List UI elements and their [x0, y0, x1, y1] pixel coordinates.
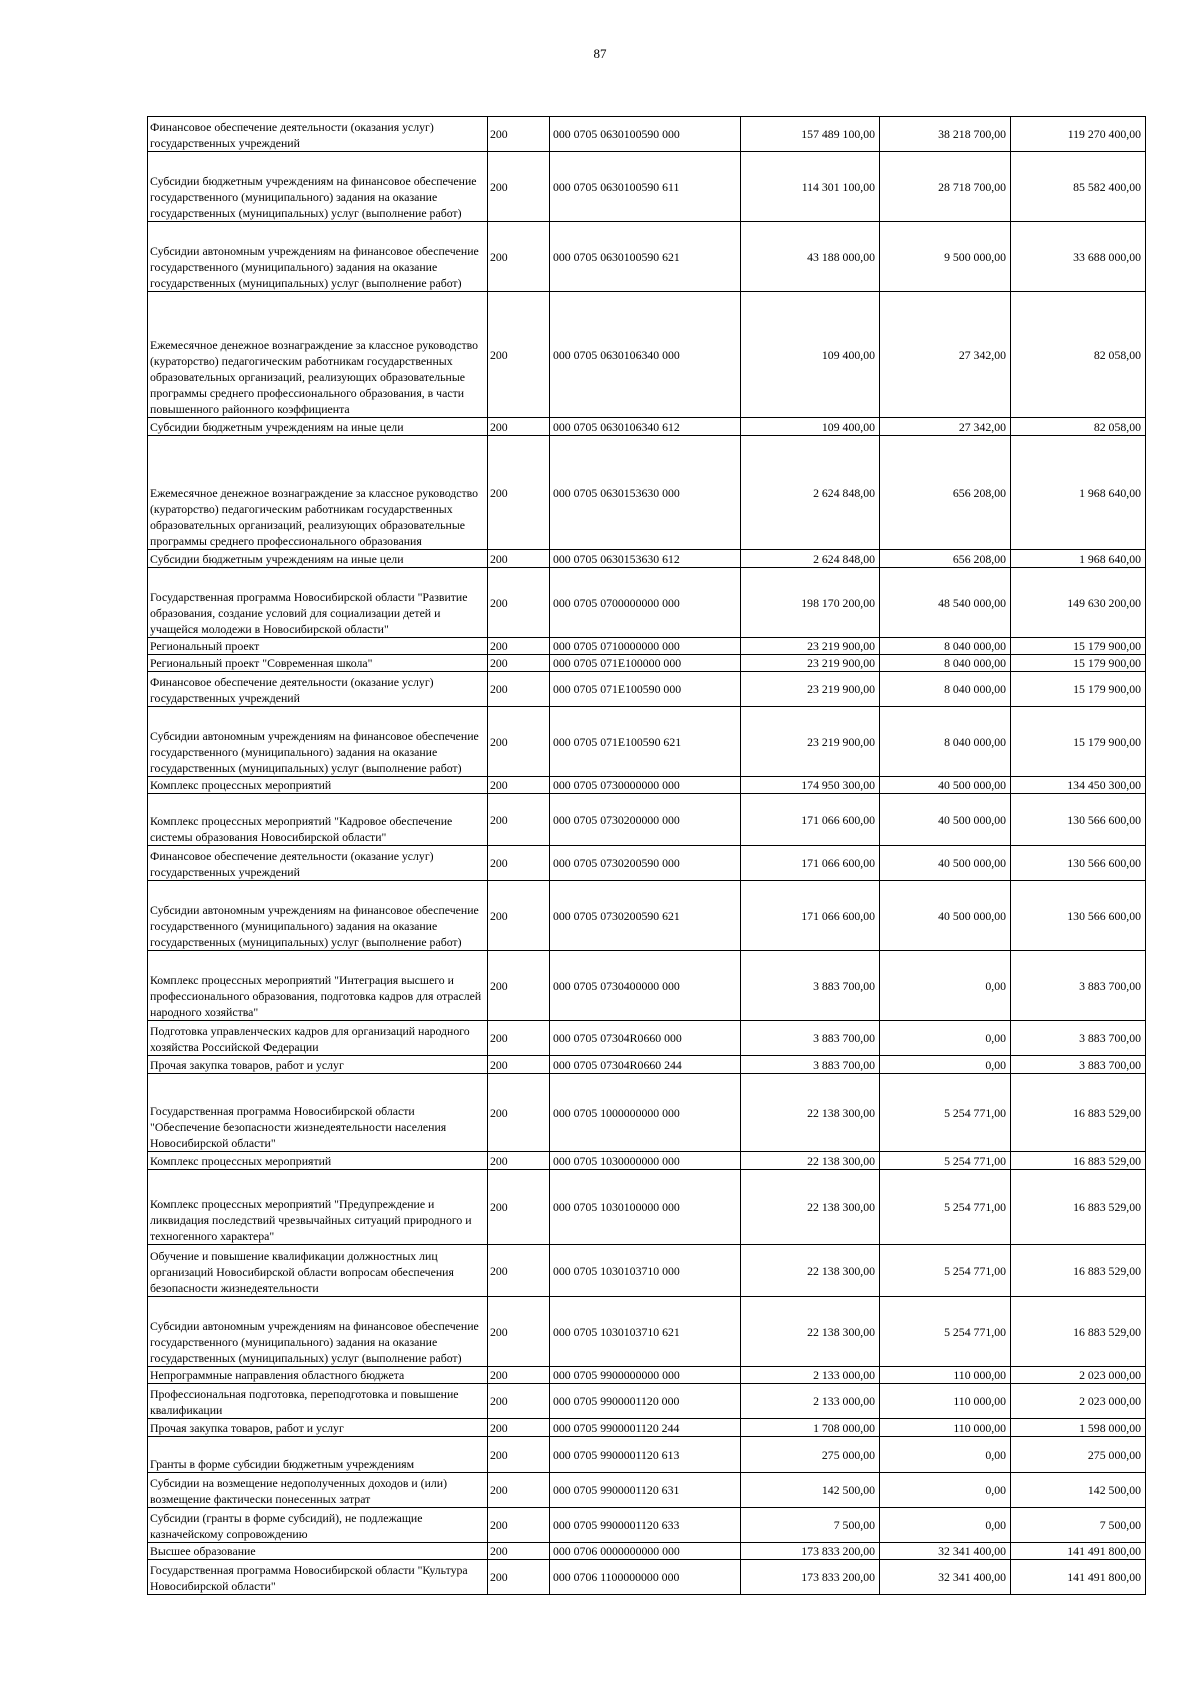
row-remaining-amount: 16 883 529,00	[1011, 1297, 1146, 1367]
row-name: Комплекс процессных мероприятий	[148, 1152, 488, 1170]
row-remaining-amount: 1 968 640,00	[1011, 550, 1146, 568]
row-executed-amount: 32 341 400,00	[880, 1560, 1011, 1595]
row-executed-amount: 110 000,00	[880, 1367, 1011, 1384]
table-row	[148, 846, 1146, 881]
row-executed-amount: 5 254 771,00	[880, 1297, 1011, 1367]
table-row	[148, 1437, 1146, 1473]
row-name: Субсидии (гранты в форме субсидий), не подлежащие казначейскому сопровождению	[148, 1508, 488, 1543]
row-executed-amount: 0,00	[880, 1473, 1011, 1508]
row-executed-amount: 656 208,00	[880, 436, 1011, 550]
row-admin-code: 200	[488, 881, 550, 951]
row-budget-code: 000 0705 071E100000 000	[550, 655, 741, 672]
table-row	[148, 1170, 1146, 1245]
row-admin-code: 200	[488, 707, 550, 777]
row-admin-code: 200	[488, 1543, 550, 1560]
row-approved-amount: 198 170 200,00	[741, 568, 880, 638]
row-executed-amount: 40 500 000,00	[880, 794, 1011, 846]
row-approved-amount: 23 219 900,00	[741, 707, 880, 777]
row-executed-amount: 0,00	[880, 1508, 1011, 1543]
row-admin-code: 200	[488, 655, 550, 672]
row-remaining-amount: 142 500,00	[1011, 1473, 1146, 1508]
row-executed-amount: 8 040 000,00	[880, 707, 1011, 777]
row-name: Региональный проект	[148, 638, 488, 655]
table-row	[148, 1384, 1146, 1419]
row-admin-code: 200	[488, 638, 550, 655]
row-approved-amount: 23 219 900,00	[741, 638, 880, 655]
row-budget-code: 000 0705 1030103710 621	[550, 1297, 741, 1367]
table-row	[148, 1021, 1146, 1056]
row-name: Непрограммные направления областного бюджета	[148, 1367, 488, 1384]
row-remaining-amount: 15 179 900,00	[1011, 655, 1146, 672]
row-name: Ежемесячное денежное вознаграждение за классное руководство (кураторство) педагогическим работникам государственных образовательных организаций, реализующих образовательные программы среднего профессионального образования, в части повышенного районного коэффициента	[148, 292, 488, 418]
row-budget-code: 000 0705 9900001120 633	[550, 1508, 741, 1543]
row-budget-code: 000 0705 071E100590 621	[550, 707, 741, 777]
table-row	[148, 1508, 1146, 1543]
table-row	[148, 117, 1146, 152]
row-name: Гранты в форме субсидии бюджетным учреждениям	[148, 1437, 488, 1473]
row-budget-code: 000 0705 0630106340 000	[550, 292, 741, 418]
row-name: Обучение и повышение квалификации должностных лиц организаций Новосибирской области вопросам обеспечения безопасности жизнедеятельности	[148, 1245, 488, 1297]
row-admin-code: 200	[488, 1021, 550, 1056]
row-approved-amount: 2 624 848,00	[741, 550, 880, 568]
row-approved-amount: 171 066 600,00	[741, 846, 880, 881]
row-approved-amount: 2 133 000,00	[741, 1367, 880, 1384]
row-name: Комплекс процессных мероприятий "Кадровое обеспечение системы образования Новосибирской области"	[148, 794, 488, 846]
table-row	[148, 655, 1146, 672]
row-name: Прочая закупка товаров, работ и услуг	[148, 1056, 488, 1074]
row-approved-amount: 22 138 300,00	[741, 1297, 880, 1367]
table-row	[148, 568, 1146, 638]
row-approved-amount: 171 066 600,00	[741, 794, 880, 846]
row-remaining-amount: 3 883 700,00	[1011, 951, 1146, 1021]
row-remaining-amount: 16 883 529,00	[1011, 1245, 1146, 1297]
row-budget-code: 000 0705 0630153630 000	[550, 436, 741, 550]
table-row	[148, 1074, 1146, 1152]
table-row	[148, 550, 1146, 568]
row-admin-code: 200	[488, 951, 550, 1021]
row-remaining-amount: 85 582 400,00	[1011, 152, 1146, 222]
row-remaining-amount: 141 491 800,00	[1011, 1560, 1146, 1595]
row-budget-code: 000 0705 0630106340 612	[550, 418, 741, 436]
table-row	[148, 1473, 1146, 1508]
row-name: Региональный проект "Современная школа"	[148, 655, 488, 672]
row-remaining-amount: 3 883 700,00	[1011, 1056, 1146, 1074]
row-admin-code: 200	[488, 1056, 550, 1074]
row-remaining-amount: 141 491 800,00	[1011, 1543, 1146, 1560]
row-approved-amount: 7 500,00	[741, 1508, 880, 1543]
row-remaining-amount: 16 883 529,00	[1011, 1152, 1146, 1170]
row-name: Подготовка управленческих кадров для организаций народного хозяйства Российской Федерации	[148, 1021, 488, 1056]
row-name: Государственная программа Новосибирской области "Развитие образования, создание условий для социализации детей и учащейся молодежи в Новосибирской области"	[148, 568, 488, 638]
row-executed-amount: 656 208,00	[880, 550, 1011, 568]
row-name: Комплекс процессных мероприятий "Интеграция высшего и профессионального образования, подготовка кадров для отраслей народного хозяйства"	[148, 951, 488, 1021]
row-budget-code: 000 0705 07304R0660 244	[550, 1056, 741, 1074]
table-row	[148, 707, 1146, 777]
row-remaining-amount: 119 270 400,00	[1011, 117, 1146, 152]
row-name: Субсидии бюджетным учреждениям на иные цели	[148, 418, 488, 436]
row-executed-amount: 110 000,00	[880, 1419, 1011, 1437]
row-approved-amount: 43 188 000,00	[741, 222, 880, 292]
row-budget-code: 000 0705 071E100590 000	[550, 672, 741, 707]
row-executed-amount: 5 254 771,00	[880, 1074, 1011, 1152]
row-remaining-amount: 2 023 000,00	[1011, 1367, 1146, 1384]
row-admin-code: 200	[488, 1437, 550, 1473]
row-budget-code: 000 0706 1100000000 000	[550, 1560, 741, 1595]
row-approved-amount: 1 708 000,00	[741, 1419, 880, 1437]
row-approved-amount: 2 133 000,00	[741, 1384, 880, 1419]
row-remaining-amount: 82 058,00	[1011, 418, 1146, 436]
row-name: Высшее образование	[148, 1543, 488, 1560]
row-budget-code: 000 0705 9900000000 000	[550, 1367, 741, 1384]
row-remaining-amount: 7 500,00	[1011, 1508, 1146, 1543]
row-remaining-amount: 3 883 700,00	[1011, 1021, 1146, 1056]
row-admin-code: 200	[488, 846, 550, 881]
row-executed-amount: 40 500 000,00	[880, 881, 1011, 951]
row-name: Комплекс процессных мероприятий	[148, 777, 488, 794]
row-remaining-amount: 134 450 300,00	[1011, 777, 1146, 794]
row-approved-amount: 22 138 300,00	[741, 1245, 880, 1297]
row-remaining-amount: 16 883 529,00	[1011, 1170, 1146, 1245]
budget-execution-table	[147, 116, 1146, 1595]
row-name: Профессиональная подготовка, переподготовка и повышение квалификации	[148, 1384, 488, 1419]
table-row	[148, 436, 1146, 550]
row-budget-code: 000 0705 9900001120 244	[550, 1419, 741, 1437]
row-approved-amount: 174 950 300,00	[741, 777, 880, 794]
table-row	[148, 152, 1146, 222]
row-budget-code: 000 0705 0630153630 612	[550, 550, 741, 568]
row-budget-code: 000 0705 1000000000 000	[550, 1074, 741, 1152]
row-admin-code: 200	[488, 794, 550, 846]
row-approved-amount: 3 883 700,00	[741, 1021, 880, 1056]
row-approved-amount: 2 624 848,00	[741, 436, 880, 550]
row-name: Ежемесячное денежное вознаграждение за классное руководство (кураторство) педагогическим работникам государственных образовательных организаций, реализующих образовательные программы среднего профессионального образования	[148, 436, 488, 550]
row-admin-code: 200	[488, 1074, 550, 1152]
row-remaining-amount: 15 179 900,00	[1011, 638, 1146, 655]
table-row	[148, 794, 1146, 846]
row-budget-code: 000 0705 1030103710 000	[550, 1245, 741, 1297]
row-admin-code: 200	[488, 1384, 550, 1419]
row-admin-code: 200	[488, 672, 550, 707]
table-row	[148, 951, 1146, 1021]
row-name: Финансовое обеспечение деятельности (оказания услуг) государственных учреждений	[148, 117, 488, 152]
row-executed-amount: 38 218 700,00	[880, 117, 1011, 152]
row-executed-amount: 0,00	[880, 951, 1011, 1021]
row-approved-amount: 275 000,00	[741, 1437, 880, 1473]
row-name: Субсидии автономным учреждениям на финансовое обеспечение государственного (муниципального) задания на оказание государственных (муниципальных) услуг (выполнение работ)	[148, 222, 488, 292]
row-name: Финансовое обеспечение деятельности (оказание услуг) государственных учреждений	[148, 672, 488, 707]
row-budget-code: 000 0705 0730200000 000	[550, 794, 741, 846]
table-row	[148, 1056, 1146, 1074]
row-budget-code: 000 0705 0630100590 000	[550, 117, 741, 152]
row-name: Финансовое обеспечение деятельности (оказание услуг) государственных учреждений	[148, 846, 488, 881]
row-budget-code: 000 0706 0000000000 000	[550, 1543, 741, 1560]
row-budget-code: 000 0705 9900001120 000	[550, 1384, 741, 1419]
row-admin-code: 200	[488, 117, 550, 152]
row-budget-code: 000 0705 9900001120 631	[550, 1473, 741, 1508]
row-approved-amount: 109 400,00	[741, 292, 880, 418]
row-name: Прочая закупка товаров, работ и услуг	[148, 1419, 488, 1437]
row-remaining-amount: 130 566 600,00	[1011, 881, 1146, 951]
row-approved-amount: 157 489 100,00	[741, 117, 880, 152]
row-executed-amount: 8 040 000,00	[880, 655, 1011, 672]
row-budget-code: 000 0705 1030100000 000	[550, 1170, 741, 1245]
row-approved-amount: 22 138 300,00	[741, 1152, 880, 1170]
row-executed-amount: 110 000,00	[880, 1384, 1011, 1419]
table-body	[148, 117, 1146, 1595]
table-row	[148, 222, 1146, 292]
row-admin-code: 200	[488, 1245, 550, 1297]
row-admin-code: 200	[488, 1508, 550, 1543]
row-budget-code: 000 0705 0730400000 000	[550, 951, 741, 1021]
row-budget-code: 000 0705 0630100590 611	[550, 152, 741, 222]
row-executed-amount: 40 500 000,00	[880, 777, 1011, 794]
row-executed-amount: 28 718 700,00	[880, 152, 1011, 222]
row-budget-code: 000 0705 0730200590 000	[550, 846, 741, 881]
table-row	[148, 1152, 1146, 1170]
row-admin-code: 200	[488, 777, 550, 794]
row-remaining-amount: 1 598 000,00	[1011, 1419, 1146, 1437]
row-remaining-amount: 15 179 900,00	[1011, 672, 1146, 707]
row-approved-amount: 3 883 700,00	[741, 1056, 880, 1074]
row-executed-amount: 27 342,00	[880, 292, 1011, 418]
row-budget-code: 000 0705 0630100590 621	[550, 222, 741, 292]
row-name: Субсидии автономным учреждениям на финансовое обеспечение государственного (муниципального) задания на оказание государственных (муниципальных) услуг (выполнение работ)	[148, 1297, 488, 1367]
row-admin-code: 200	[488, 568, 550, 638]
row-budget-code: 000 0705 0710000000 000	[550, 638, 741, 655]
row-approved-amount: 173 833 200,00	[741, 1543, 880, 1560]
row-executed-amount: 40 500 000,00	[880, 846, 1011, 881]
row-name: Субсидии автономным учреждениям на финансовое обеспечение государственного (муниципального) задания на оказание государственных (муниципальных) услуг (выполнение работ)	[148, 881, 488, 951]
row-budget-code: 000 0705 07304R0660 000	[550, 1021, 741, 1056]
table-row	[148, 292, 1146, 418]
row-admin-code: 200	[488, 1297, 550, 1367]
row-admin-code: 200	[488, 1367, 550, 1384]
row-approved-amount: 173 833 200,00	[741, 1560, 880, 1595]
row-admin-code: 200	[488, 1170, 550, 1245]
row-admin-code: 200	[488, 1419, 550, 1437]
row-admin-code: 200	[488, 222, 550, 292]
table-row	[148, 1367, 1146, 1384]
row-approved-amount: 109 400,00	[741, 418, 880, 436]
table-row	[148, 638, 1146, 655]
row-remaining-amount: 2 023 000,00	[1011, 1384, 1146, 1419]
row-approved-amount: 171 066 600,00	[741, 881, 880, 951]
row-approved-amount: 142 500,00	[741, 1473, 880, 1508]
row-admin-code: 200	[488, 152, 550, 222]
row-executed-amount: 27 342,00	[880, 418, 1011, 436]
row-name: Государственная программа Новосибирской области "Обеспечение безопасности жизнедеятельности населения Новосибирской области"	[148, 1074, 488, 1152]
row-executed-amount: 8 040 000,00	[880, 672, 1011, 707]
row-admin-code: 200	[488, 550, 550, 568]
table-row	[148, 1543, 1146, 1560]
row-admin-code: 200	[488, 418, 550, 436]
row-executed-amount: 5 254 771,00	[880, 1245, 1011, 1297]
row-approved-amount: 23 219 900,00	[741, 672, 880, 707]
row-budget-code: 000 0705 0730200590 621	[550, 881, 741, 951]
row-approved-amount: 3 883 700,00	[741, 951, 880, 1021]
row-admin-code: 200	[488, 1473, 550, 1508]
row-remaining-amount: 33 688 000,00	[1011, 222, 1146, 292]
row-admin-code: 200	[488, 1560, 550, 1595]
row-admin-code: 200	[488, 1152, 550, 1170]
row-remaining-amount: 82 058,00	[1011, 292, 1146, 418]
row-budget-code: 000 0705 9900001120 613	[550, 1437, 741, 1473]
row-approved-amount: 23 219 900,00	[741, 655, 880, 672]
row-remaining-amount: 130 566 600,00	[1011, 846, 1146, 881]
row-remaining-amount: 275 000,00	[1011, 1437, 1146, 1473]
row-name: Субсидии бюджетным учреждениям на финансовое обеспечение государственного (муниципального) задания на оказание государственных (муниципальных) услуг (выполнение работ)	[148, 152, 488, 222]
table-row	[148, 418, 1146, 436]
row-remaining-amount: 130 566 600,00	[1011, 794, 1146, 846]
row-name: Субсидии бюджетным учреждениям на иные цели	[148, 550, 488, 568]
table-row	[148, 881, 1146, 951]
row-executed-amount: 0,00	[880, 1437, 1011, 1473]
row-executed-amount: 0,00	[880, 1056, 1011, 1074]
table-row	[148, 1245, 1146, 1297]
table-row	[148, 1297, 1146, 1367]
row-budget-code: 000 0705 0730000000 000	[550, 777, 741, 794]
table-row	[148, 1419, 1146, 1437]
row-remaining-amount: 149 630 200,00	[1011, 568, 1146, 638]
row-remaining-amount: 15 179 900,00	[1011, 707, 1146, 777]
page-number: 87	[593, 46, 607, 61]
row-executed-amount: 9 500 000,00	[880, 222, 1011, 292]
row-executed-amount: 8 040 000,00	[880, 638, 1011, 655]
row-name: Субсидии на возмещение недополученных доходов и (или) возмещение фактически понесенных затрат	[148, 1473, 488, 1508]
row-approved-amount: 114 301 100,00	[741, 152, 880, 222]
row-name: Государственная программа Новосибирской области "Культура Новосибирской области"	[148, 1560, 488, 1595]
row-name: Субсидии автономным учреждениям на финансовое обеспечение государственного (муниципального) задания на оказание государственных (муниципальных) услуг (выполнение работ)	[148, 707, 488, 777]
row-name: Комплекс процессных мероприятий "Предупреждение и ликвидация последствий чрезвычайных ситуаций природного и техногенного характера"	[148, 1170, 488, 1245]
row-budget-code: 000 0705 1030000000 000	[550, 1152, 741, 1170]
row-admin-code: 200	[488, 436, 550, 550]
row-executed-amount: 0,00	[880, 1021, 1011, 1056]
row-remaining-amount: 16 883 529,00	[1011, 1074, 1146, 1152]
row-executed-amount: 5 254 771,00	[880, 1170, 1011, 1245]
table-row	[148, 672, 1146, 707]
row-executed-amount: 5 254 771,00	[880, 1152, 1011, 1170]
row-approved-amount: 22 138 300,00	[741, 1074, 880, 1152]
table-row	[148, 777, 1146, 794]
row-admin-code: 200	[488, 292, 550, 418]
row-remaining-amount: 1 968 640,00	[1011, 436, 1146, 550]
row-executed-amount: 32 341 400,00	[880, 1543, 1011, 1560]
row-budget-code: 000 0705 0700000000 000	[550, 568, 741, 638]
row-executed-amount: 48 540 000,00	[880, 568, 1011, 638]
row-approved-amount: 22 138 300,00	[741, 1170, 880, 1245]
table-row	[148, 1560, 1146, 1595]
